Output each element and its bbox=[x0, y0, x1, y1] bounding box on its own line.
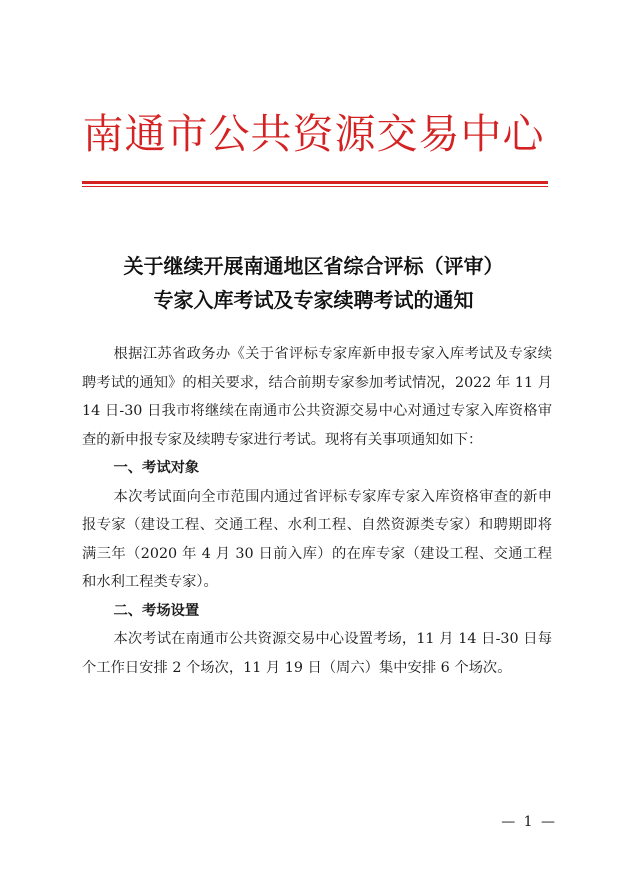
section-heading-exam-targets: 一、考试对象 bbox=[113, 460, 200, 476]
intro-paragraph: 根据江苏省政务办《关于省评标专家库新申报专家入库考试及专家续聘考试的通知》的相关要求，结合前期专家参加考试情况，2022 年 11 月 14 日-30 日我市将继续在南通市公共资源交易中心对通过专家入库资格审查的新申报专家及续聘专家进行考试。现将有关事项通知如下： bbox=[82, 346, 552, 448]
section-paragraph-exam-targets: 本次考试面向全市范围内通过省评标专家库专家入库资格审查的新申报专家（建设工程、交通工程、水利工程、自然资源类专家）和聘期即将满三年（2020 年 4 月 30 日前入库）的在库专家（建设工程、交通工程和水利工程类专家）。 bbox=[82, 488, 552, 590]
masthead-divider-thin bbox=[82, 186, 548, 187]
page-number: — 1 — bbox=[501, 814, 557, 830]
notice-title-line-2: 专家入库考试及专家续聘考试的通知 bbox=[153, 288, 474, 312]
masthead-title: 南通市公共资源交易中心 bbox=[82, 110, 545, 158]
notice-title-line-1: 关于继续开展南通地区省综合评标（评审） bbox=[123, 254, 504, 278]
section-heading-exam-venue: 二、考场设置 bbox=[113, 602, 200, 619]
masthead-divider-thick bbox=[82, 181, 548, 184]
section-paragraph-exam-venue: 本次考试在南通市公共资源交易中心设置考场，11 月 14 日-30 日每个工作日安排 2 个场次，11 月 19 日（周六）集中安排 6 个场次。 bbox=[82, 631, 552, 676]
notice-body bbox=[82, 340, 552, 682]
